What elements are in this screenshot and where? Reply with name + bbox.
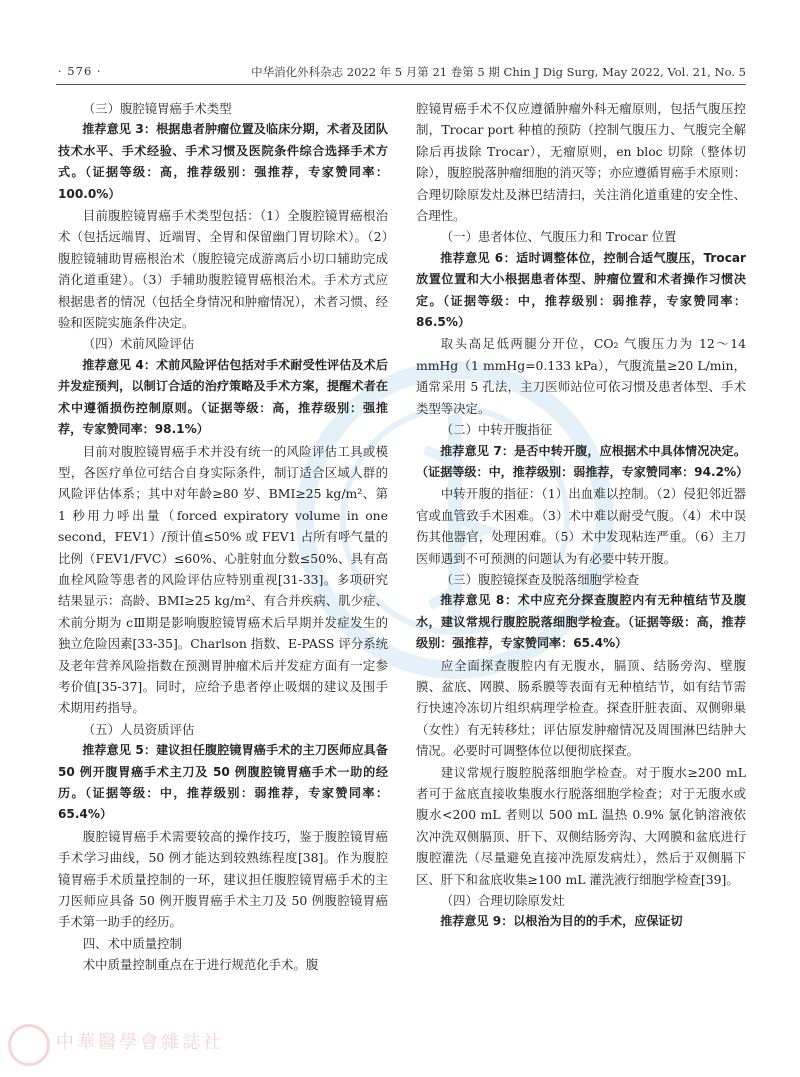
running-header xyxy=(0,62,800,82)
journal-citation: 中华消化外科杂志 2022 年 5 月第 21 卷第 5 期 Chin J Dig Surg, May 2022, Vol. 21, No. 5 xyxy=(251,65,746,79)
body-paragraph: 应全面探查腹腔内有无腹水，膈顶、结肠旁沟、壁腹膜、盆底、网膜、肠系膜等表面有无种植结节，如有结节需行快速冷冻切片组织病理学检查。探查肝脏表面、双侧卵巢（女性）有无转移灶；评估原发肿瘤情况及周围淋巴结肿大情况。必要时可调整体位以便彻底探查。 xyxy=(416,657,746,759)
recommendation-7: 推荐意见 7：是否中转开腹，应根据术中具体情况决定。（证据等级：中，推荐级别：弱推荐，专家赞同率：94.2%） xyxy=(416,443,749,479)
right-column xyxy=(416,98,749,933)
seal-icon xyxy=(8,1024,50,1066)
body-paragraph: 腔镜胃癌手术不仅应遵循肿瘤外科无瘤原则，包括气腹压控制，Trocar port 种植的预防（控制气腹压力、气腹完全解除后再拔除 Trocar），无瘤原则，en bloc 切除（整体切除），腹腔脱落肿瘤细胞的消灭等；亦应遵循胃癌手术原则：合理切除原发灶及淋巴结清扫，关注消化道重建的安全性、合理性。 xyxy=(416,101,746,224)
recommendation-3: 推荐意见 3：根据患者肿瘤位置及临床分期，术者及团队技术水平、手术经验、手术习惯及医院条件综合选择手术方式。（证据等级：高，推荐级别：强推荐，专家赞同率：100.0%） xyxy=(58,122,388,201)
body-paragraph: 术中质量控制重点在于进行规范化手术。腹 xyxy=(82,957,319,973)
body-paragraph: 取头高足低两腿分开位，CO₂ 气腹压力为 12～14 mmHg（1 mmHg=0.133 kPa），气腹流量≥20 L/min，通常采用 5 孔法，主刀医师站位可依习惯及患者体型、手术类型等决定。 xyxy=(416,336,746,416)
page-number: · 576 · xyxy=(58,64,102,78)
recommendation-8: 推荐意见 8：术中应充分探查腹腔内有无种植结节及腹水，建议常规行腹腔脱落细胞学检查。（证据等级：高，推荐级别：强推荐，专家赞同率：65.4%） xyxy=(416,593,746,651)
section-heading: （四）术前风险评估 xyxy=(82,336,195,352)
section-heading: （一）患者体位、气腹压力和 Trocar 位置 xyxy=(440,229,677,245)
body-paragraph: 目前对腹腔镜胃癌手术并没有统一的风险评估工具或模型，各医疗单位可结合自身实际条件，制订适合区域人群的风险评估体系；其中对年龄≥80 岁、BMI≥25 kg/m²、第 1 秒用力呼出量（forced expiratory volume in one second，FEV1）/预计值≤50% 或 FEV1 占所有呼气量的比例（FEV1/FVC）≤60%、心脏射血分数≤50%、具有高血栓风险等患者的风险评估应特别重视[31-33]。多项研究结果显示：高龄、BMI≥25 kg/m²、有合并疾病、肌少症、术前分期为 cⅢ期是影响腹腔镜胃癌术后早期并发症发生的独立危险因素[33-35]。Charlson 指数、E-PASS 评分系统及老年营养风险指数在预测胃肿瘤术后并发症方面有一定参考价值[35-37]。同时，应给予患者停止吸烟的建议及围手术期用药指导。 xyxy=(58,443,388,716)
section-heading: （二）中转开腹指征 xyxy=(440,422,553,438)
body-paragraph: 中转开腹的指征：（1）出血难以控制。（2）侵犯邻近器官或血管致手术困难。（3）术中难以耐受气腹。（4）术中误伤其他器官，处理困难。（5）术中发现粘连严重。（6）主刀医师遇到不可预测的问题认为有必要中转开腹。 xyxy=(416,486,746,566)
header-rule xyxy=(56,84,746,85)
section-heading: （四）合理切除原发灶 xyxy=(440,893,565,909)
left-column xyxy=(58,98,388,976)
section-heading: （三）腹腔镜胃癌手术类型 xyxy=(82,101,232,116)
recommendation-4: 推荐意见 4：术前风险评估包括对手术耐受性评估及术后并发症预判，以制订合适的治疗策略及手术方案，提醒术者在术中遵循损伤控制原则。（证据等级：高，推荐级别：强推荐，专家赞同率：98.1%） xyxy=(58,357,388,437)
section-heading: （五）人员资质评估 xyxy=(82,721,195,737)
chapter-heading: 四、术中质量控制 xyxy=(82,935,182,951)
body-paragraph: 目前腹腔镜胃癌手术类型包括：（1）全腹腔镜胃癌根治术（包括远端胃、近端胃、全胃和保留幽门胃切除术）。（2）腹腔镜辅助胃癌根治术（腹腔镜完成游离后小切口辅助完成消化道重建）。（3）手辅助腹腔镜胃癌根治术。手术方式应根据患者的情况（包括全身情况和肿瘤情况），术者习惯、经验和医院实施条件决定。 xyxy=(58,208,388,331)
section-heading: （三）腹腔镜探查及脱落细胞学检查 xyxy=(440,571,640,587)
publisher-logo xyxy=(4,1020,324,1070)
body-paragraph: 建议常规行腹腔脱落细胞学检查。对于腹水≥200 mL 者可于盆底直接收集腹水行脱落细胞学检查；对于无腹水或腹水<200 mL 者则以 500 mL 温热 0.9% 氯化钠溶液依次冲洗双侧膈顶、肝下、双侧结肠旁沟、大网膜和盆底进行腹腔灌洗（尽量避免直接冲洗原发病灶），然后于双侧膈下区、肝下和盆底收集≥100 mL 灌洗液行细胞学检查[39]。 xyxy=(416,764,746,887)
recommendation-5: 推荐意见 5：建议担任腹腔镜胃癌手术的主刀医师应具备 50 例开腹胃癌手术主刀及 50 例腹腔镜胃癌手术一助的经历。（证据等级：中，推荐级别：弱推荐，专家赞同率：65.4%） xyxy=(58,743,388,822)
recommendation-9: 推荐意见 9：以根治为目的的手术，应保证切 xyxy=(440,914,683,929)
recommendation-6: 推荐意见 6：适时调整体位，控制合适气腹压，Trocar 放置位置和大小根据患者体型、肿瘤位置和术者操作习惯决定。（证据等级：中，推荐级别：弱推荐，专家赞同率：86.5%） xyxy=(416,250,746,330)
body-paragraph: 腹腔镜胃癌手术需要较高的操作技巧，鉴于腹腔镜胃癌手术学习曲线，50 例才能达到较熟练程度[38]。作为腹腔镜胃癌手术质量控制的一环，建议担任腹腔镜胃癌手术的主刀医师应具备 50 例开腹胃癌手术主刀及 50 例腹腔镜胃癌手术第一助手的经历。 xyxy=(58,828,388,930)
publisher-logo-text: 中華醫學會雜誌社 xyxy=(56,1032,224,1053)
